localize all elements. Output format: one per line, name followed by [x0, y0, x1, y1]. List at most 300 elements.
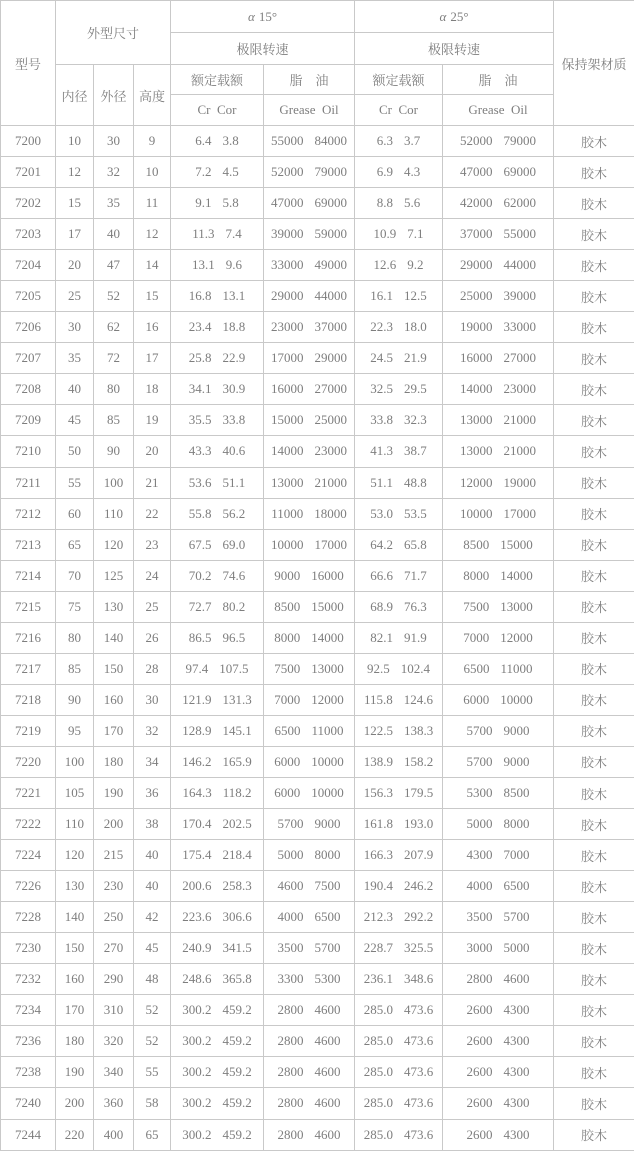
table-row	[1, 343, 634, 374]
rated-load-25-cell	[355, 964, 443, 995]
value: 62000	[503, 195, 536, 211]
outer-diameter-cell: 72	[94, 343, 134, 374]
limit-speed-25-cell	[443, 281, 554, 312]
value: 236.1	[363, 971, 393, 987]
rated-load-15-cell	[171, 343, 264, 374]
limit-speed-15-cell	[264, 343, 355, 374]
value: 71.7	[404, 567, 427, 583]
table-row	[1, 622, 634, 653]
value: 170.4	[182, 816, 212, 832]
model-cell: 7204	[1, 250, 56, 281]
header-dimensions-group: 外型尺寸	[56, 1, 171, 65]
rated-load-25-cell	[355, 405, 443, 436]
value: 6.3	[376, 133, 393, 149]
value: 29000	[314, 350, 347, 366]
cage-material-cell: 胶木	[554, 964, 634, 995]
value: 8000	[503, 816, 530, 832]
value: 39000	[271, 226, 304, 242]
value: 44000	[314, 288, 347, 304]
header-inner-diameter: 内径	[56, 65, 94, 126]
inner-diameter-cell: 220	[56, 1119, 94, 1151]
table-row	[1, 1057, 634, 1088]
inner-diameter-cell: 180	[56, 1026, 94, 1057]
value: 6000	[274, 785, 301, 800]
limit-speed-25-cell	[443, 529, 554, 560]
rated-load-15-cell	[171, 188, 264, 219]
value: 300.2	[182, 1002, 212, 1018]
cage-material-cell: 胶木	[554, 591, 634, 622]
rated-load-15-cell	[171, 933, 264, 964]
model-cell: 7224	[1, 840, 56, 871]
model-cell: 7211	[1, 467, 56, 498]
cage-material-cell: 胶木	[554, 684, 634, 715]
value: 218.4	[222, 847, 252, 863]
height-cell: 40	[134, 840, 171, 871]
limit-speed-25-cell	[443, 560, 554, 591]
value: 22.9	[222, 350, 246, 366]
height-cell: 11	[134, 188, 171, 219]
angle-25-degrees: 25°	[450, 8, 469, 24]
value: 47000	[460, 164, 493, 180]
limit-speed-25-cell	[443, 498, 554, 529]
table-row	[1, 157, 634, 188]
cage-material-cell: 胶木	[554, 250, 634, 281]
value: 53.0	[370, 505, 393, 521]
outer-diameter-cell: 62	[94, 312, 134, 343]
value: 68.9	[370, 598, 393, 614]
inner-diameter-cell: 30	[56, 312, 94, 343]
table-row	[1, 529, 634, 560]
value: 300.2	[182, 1126, 212, 1142]
inner-diameter-cell: 75	[56, 591, 94, 622]
rated-load-25-cell	[355, 684, 443, 715]
value: 102.4	[400, 660, 430, 676]
value: 48.8	[404, 474, 427, 490]
value: 51.1	[222, 474, 246, 490]
inner-diameter-cell: 120	[56, 840, 94, 871]
table-row	[1, 467, 634, 498]
value: 96.5	[222, 629, 246, 645]
value: 97.4	[185, 660, 209, 676]
limit-speed-25-cell	[443, 1057, 554, 1088]
height-cell: 42	[134, 902, 171, 933]
limit-speed-15-cell	[264, 777, 355, 808]
value: 8500	[503, 785, 530, 800]
value: 29000	[271, 288, 304, 304]
model-cell: 7201	[1, 157, 56, 188]
value: 2800	[277, 1064, 304, 1080]
model-cell: 7206	[1, 312, 56, 343]
rated-load-15-cell	[171, 715, 264, 746]
value: 107.5	[219, 660, 249, 676]
limit-speed-25-cell	[443, 343, 554, 374]
outer-diameter-cell: 170	[94, 715, 134, 746]
model-cell: 7244	[1, 1119, 56, 1151]
header-rated-load-15: 额定载额	[171, 65, 264, 95]
header-rated-load-25: 额定载额	[355, 65, 443, 95]
rated-load-15-cell	[171, 126, 264, 157]
cage-material-cell: 胶木	[554, 933, 634, 964]
limit-speed-15-cell	[264, 1088, 355, 1119]
height-cell: 52	[134, 995, 171, 1026]
height-cell: 12	[134, 219, 171, 250]
limit-speed-25-cell	[443, 871, 554, 902]
value: 9000	[503, 753, 530, 769]
outer-diameter-cell: 215	[94, 840, 134, 871]
height-cell: 23	[134, 529, 171, 560]
height-cell: 9	[134, 126, 171, 157]
value: 292.2	[404, 909, 434, 925]
model-cell: 7236	[1, 1026, 56, 1057]
value: 2600	[466, 1002, 493, 1018]
value: 10000	[311, 753, 344, 769]
value: 156.3	[363, 785, 393, 800]
model-cell: 7228	[1, 902, 56, 933]
rated-load-15-cell	[171, 777, 264, 808]
value: 10.9	[373, 226, 397, 242]
value: 115.8	[363, 691, 393, 707]
value: 9000	[314, 816, 341, 832]
outer-diameter-cell: 320	[94, 1026, 134, 1057]
height-cell: 19	[134, 405, 171, 436]
value: 39000	[503, 288, 536, 304]
height-cell: 40	[134, 871, 171, 902]
limit-speed-25-cell	[443, 591, 554, 622]
limit-speed-25-cell	[443, 995, 554, 1026]
value: 35.5	[188, 412, 212, 428]
value: 248.6	[182, 971, 212, 987]
limit-speed-25-cell	[443, 684, 554, 715]
rated-load-25-cell	[355, 312, 443, 343]
value: 24.5	[370, 350, 393, 366]
value: 79000	[314, 164, 347, 180]
value: 473.6	[404, 1033, 434, 1049]
outer-diameter-cell: 360	[94, 1088, 134, 1119]
value: 4300	[466, 847, 493, 863]
value: 13000	[460, 412, 493, 428]
value: 17000	[314, 536, 347, 552]
limit-speed-15-cell	[264, 126, 355, 157]
table-row	[1, 436, 634, 467]
limit-speed-15-cell	[264, 374, 355, 405]
value: 82.1	[370, 629, 393, 645]
height-cell: 10	[134, 157, 171, 188]
value: 69000	[503, 164, 536, 180]
rated-load-25-cell	[355, 436, 443, 467]
rated-load-25-cell	[355, 591, 443, 622]
value: 59000	[314, 226, 347, 242]
rated-load-25-cell	[355, 219, 443, 250]
height-cell: 18	[134, 374, 171, 405]
limit-speed-15-cell	[264, 312, 355, 343]
outer-diameter-cell: 30	[94, 126, 134, 157]
height-cell: 32	[134, 715, 171, 746]
cage-material-cell: 胶木	[554, 622, 634, 653]
value: 9.1	[195, 195, 212, 211]
table-row	[1, 374, 634, 405]
rated-load-15-cell	[171, 591, 264, 622]
height-cell: 34	[134, 746, 171, 777]
table-row	[1, 591, 634, 622]
table-row	[1, 746, 634, 777]
value: 16000	[460, 350, 493, 366]
limit-speed-15-cell	[264, 1119, 355, 1151]
model-cell: 7213	[1, 529, 56, 560]
limit-speed-15-cell	[264, 250, 355, 281]
value: 10000	[460, 505, 493, 521]
header-limit-speed-25: 极限转速	[355, 33, 554, 65]
value: 118.2	[222, 785, 252, 800]
value: 8.8	[376, 195, 393, 211]
limit-speed-25-cell	[443, 777, 554, 808]
height-cell: 21	[134, 467, 171, 498]
rated-load-15-cell	[171, 746, 264, 777]
value: 202.5	[222, 816, 252, 832]
inner-diameter-cell: 17	[56, 219, 94, 250]
table-row	[1, 312, 634, 343]
value: 69.0	[222, 536, 246, 552]
rated-load-25-cell	[355, 777, 443, 808]
limit-speed-15-cell	[264, 467, 355, 498]
limit-speed-25-cell	[443, 157, 554, 188]
cage-material-cell: 胶木	[554, 902, 634, 933]
value: 25.8	[188, 350, 212, 366]
height-cell: 30	[134, 684, 171, 715]
cage-material-cell: 胶木	[554, 529, 634, 560]
value: 341.5	[222, 940, 252, 956]
value: 92.5	[367, 660, 390, 676]
rated-load-15-cell	[171, 1088, 264, 1119]
value: 285.0	[363, 1064, 393, 1080]
inner-diameter-cell: 10	[56, 126, 94, 157]
cage-material-cell: 胶木	[554, 157, 634, 188]
cage-material-cell: 胶木	[554, 777, 634, 808]
cage-material-cell: 胶木	[554, 219, 634, 250]
header-limit-speed-15: 极限转速	[171, 33, 355, 65]
value: 7000	[463, 629, 490, 645]
value: 15000	[271, 412, 304, 428]
inner-diameter-cell: 15	[56, 188, 94, 219]
value: 52000	[460, 133, 493, 149]
height-cell: 65	[134, 1119, 171, 1151]
rated-load-25-cell	[355, 374, 443, 405]
outer-diameter-cell: 400	[94, 1119, 134, 1151]
rated-load-25-cell	[355, 933, 443, 964]
limit-speed-15-cell	[264, 219, 355, 250]
value: 200.6	[182, 878, 212, 894]
table-row	[1, 653, 634, 684]
value: 459.2	[222, 1095, 252, 1111]
rated-load-25-cell	[355, 653, 443, 684]
inner-diameter-cell: 70	[56, 560, 94, 591]
value: 3.7	[404, 133, 421, 149]
rated-load-15-cell	[171, 871, 264, 902]
outer-diameter-cell: 130	[94, 591, 134, 622]
inner-diameter-cell: 100	[56, 746, 94, 777]
outer-diameter-cell: 32	[94, 157, 134, 188]
model-cell: 7205	[1, 281, 56, 312]
value: 2800	[277, 1095, 304, 1111]
value: 4600	[314, 1126, 341, 1142]
value: 30.9	[222, 381, 246, 397]
header-cr-cor-25: Cr Cor	[355, 95, 443, 126]
inner-diameter-cell: 25	[56, 281, 94, 312]
value: 4000	[466, 878, 493, 894]
value: 285.0	[363, 1002, 393, 1018]
table-row	[1, 964, 634, 995]
value: 70.2	[188, 567, 212, 583]
limit-speed-25-cell	[443, 436, 554, 467]
value: 23000	[314, 443, 347, 459]
cage-material-cell: 胶木	[554, 126, 634, 157]
rated-load-25-cell	[355, 809, 443, 840]
rated-load-25-cell	[355, 715, 443, 746]
header-height: 高度	[134, 65, 171, 126]
model-cell: 7200	[1, 126, 56, 157]
value: 145.1	[222, 722, 252, 738]
limit-speed-25-cell	[443, 840, 554, 871]
value: 86.5	[188, 629, 212, 645]
rated-load-25-cell	[355, 498, 443, 529]
table-row	[1, 933, 634, 964]
value: 6500	[463, 660, 490, 676]
value: 2800	[277, 1002, 304, 1018]
value: 128.9	[182, 722, 212, 738]
limit-speed-15-cell	[264, 591, 355, 622]
header-row-angle	[1, 1, 634, 33]
value: 3300	[277, 971, 304, 987]
table-row	[1, 777, 634, 808]
outer-diameter-cell: 125	[94, 560, 134, 591]
inner-diameter-cell: 45	[56, 405, 94, 436]
value: 10000	[500, 691, 533, 707]
value: 5700	[466, 753, 493, 769]
value: 33.8	[370, 412, 393, 428]
value: 11.3	[192, 226, 215, 242]
value: 7000	[274, 691, 301, 707]
model-cell: 7216	[1, 622, 56, 653]
limit-speed-15-cell	[264, 871, 355, 902]
value: 6000	[274, 753, 301, 769]
value: 6.4	[195, 133, 212, 149]
value: 7.2	[195, 164, 212, 180]
value: 122.5	[363, 722, 393, 738]
rated-load-25-cell	[355, 343, 443, 374]
value: 285.0	[363, 1126, 393, 1142]
value: 16.1	[370, 288, 393, 304]
rated-load-25-cell	[355, 467, 443, 498]
limit-speed-25-cell	[443, 902, 554, 933]
value: 4.3	[404, 164, 421, 180]
inner-diameter-cell: 60	[56, 498, 94, 529]
value: 5700	[466, 722, 493, 738]
value: 7.4	[225, 226, 242, 242]
value: 11000	[500, 660, 533, 676]
value: 37000	[460, 226, 493, 242]
contact-angle-symbol: α	[439, 8, 447, 24]
value: 23.4	[188, 319, 212, 335]
value: 193.0	[404, 816, 434, 832]
value: 459.2	[222, 1002, 252, 1018]
cage-material-cell: 胶木	[554, 188, 634, 219]
value: 190.4	[363, 878, 393, 894]
limit-speed-15-cell	[264, 684, 355, 715]
value: 9.2	[407, 257, 424, 273]
value: 79000	[503, 133, 536, 149]
value: 41.3	[370, 443, 393, 459]
outer-diameter-cell: 290	[94, 964, 134, 995]
value: 23000	[503, 381, 536, 397]
value: 7500	[274, 660, 301, 676]
inner-diameter-cell: 170	[56, 995, 94, 1026]
value: 21000	[503, 412, 536, 428]
outer-diameter-cell: 150	[94, 653, 134, 684]
value: 13000	[460, 443, 493, 459]
height-cell: 20	[134, 436, 171, 467]
value: 4300	[503, 1126, 530, 1142]
value: 14000	[271, 443, 304, 459]
limit-speed-15-cell	[264, 188, 355, 219]
value: 12000	[460, 474, 493, 490]
value: 246.2	[404, 878, 434, 894]
outer-diameter-cell: 80	[94, 374, 134, 405]
inner-diameter-cell: 50	[56, 436, 94, 467]
value: 3.8	[222, 133, 239, 149]
rated-load-15-cell	[171, 498, 264, 529]
outer-diameter-cell: 180	[94, 746, 134, 777]
model-cell: 7209	[1, 405, 56, 436]
value: 19000	[503, 474, 536, 490]
value: 25000	[460, 288, 493, 304]
value: 49000	[314, 257, 347, 273]
limit-speed-15-cell	[264, 995, 355, 1026]
rated-load-25-cell	[355, 250, 443, 281]
value: 4600	[503, 971, 530, 987]
outer-diameter-cell: 250	[94, 902, 134, 933]
inner-diameter-cell: 140	[56, 902, 94, 933]
value: 459.2	[222, 1064, 252, 1080]
value: 33.8	[222, 412, 246, 428]
value: 13000	[271, 474, 304, 490]
rated-load-15-cell	[171, 902, 264, 933]
value: 6000	[463, 691, 490, 707]
table-header	[1, 1, 634, 126]
value: 34.1	[188, 381, 212, 397]
value: 12.6	[373, 257, 397, 273]
limit-speed-15-cell	[264, 840, 355, 871]
rated-load-15-cell	[171, 622, 264, 653]
value: 14000	[500, 567, 533, 583]
value: 80.2	[222, 598, 246, 614]
value: 23000	[271, 319, 304, 335]
value: 32.3	[404, 412, 427, 428]
header-model: 型号	[1, 1, 56, 126]
table-row	[1, 405, 634, 436]
rated-load-15-cell	[171, 840, 264, 871]
value: 72.7	[188, 598, 212, 614]
value: 13000	[500, 598, 533, 614]
limit-speed-25-cell	[443, 1026, 554, 1057]
height-cell: 38	[134, 809, 171, 840]
value: 12000	[500, 629, 533, 645]
rated-load-25-cell	[355, 746, 443, 777]
header-angle-15	[171, 1, 355, 33]
table-row	[1, 902, 634, 933]
value: 4600	[314, 1064, 341, 1080]
rated-load-15-cell	[171, 405, 264, 436]
rated-load-15-cell	[171, 529, 264, 560]
header-outer-diameter: 外径	[94, 65, 134, 126]
